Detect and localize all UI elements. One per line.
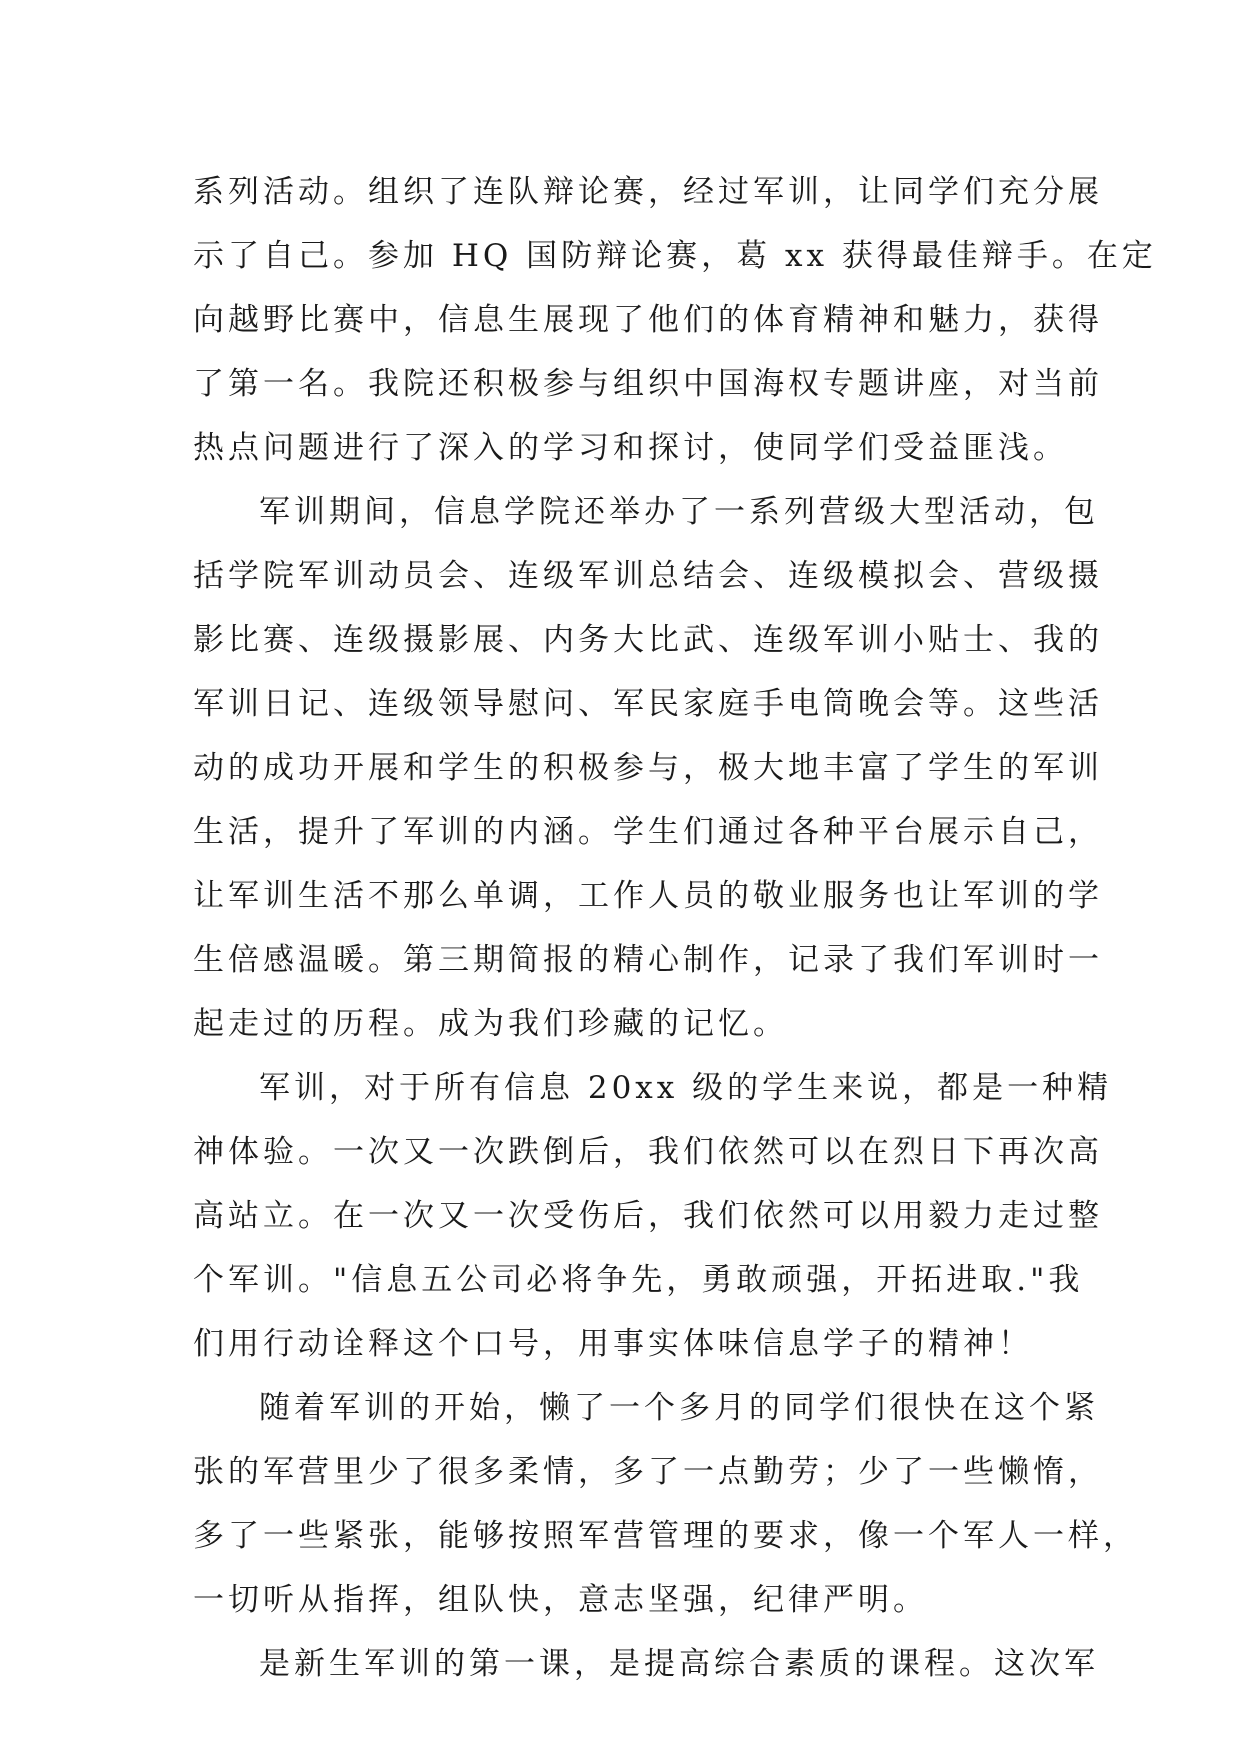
text-line: 向越野比赛中，信息生展现了他们的体育精神和魅力，获得 — [193, 302, 1103, 338]
text-line: 起走过的历程。成为我们珍藏的记忆。 — [193, 1006, 788, 1042]
text-line: 示了自己。参加 HQ 国防辩论赛，葛 xx 获得最佳辩手。在定 — [193, 238, 1157, 274]
text-line: 动的成功开展和学生的积极参与，极大地丰富了学生的军训 — [193, 750, 1103, 786]
text-line: 们用行动诠释这个口号，用事实体味信息学子的精神！ — [193, 1326, 1033, 1362]
paragraph-first-line: 军训期间，信息学院还举办了一系列营级大型活动，包 — [259, 494, 1099, 530]
text-line: 多了一些紧张，能够按照军营管理的要求，像一个军人一样， — [193, 1518, 1138, 1554]
text-line: 系列活动。组织了连队辩论赛，经过军训，让同学们充分展 — [193, 174, 1103, 210]
text-line: 让军训生活不那么单调，工作人员的敬业服务也让军训的学 — [193, 878, 1103, 914]
paragraph-first-line: 军训，对于所有信息 20xx 级的学生来说，都是一种精 — [259, 1070, 1113, 1106]
paragraph-first-line: 是新生军训的第一课，是提高综合素质的课程。这次军 — [259, 1646, 1099, 1682]
text-line: 生倍感温暖。第三期简报的精心制作，记录了我们军训时一 — [193, 942, 1103, 978]
text-line: 军训日记、连级领导慰问、军民家庭手电筒晚会等。这些活 — [193, 686, 1103, 722]
text-line: 影比赛、连级摄影展、内务大比武、连级军训小贴士、我的 — [193, 622, 1103, 658]
text-line: 神体验。一次又一次跌倒后，我们依然可以在烈日下再次高 — [193, 1134, 1103, 1170]
text-line: 括学院军训动员会、连级军训总结会、连级模拟会、营级摄 — [193, 558, 1103, 594]
document-body — [193, 160, 1157, 1696]
text-line: 了第一名。我院还积极参与组织中国海权专题讲座，对当前 — [193, 366, 1103, 402]
text-line: 张的军营里少了很多柔情，多了一点勤劳；少了一些懒惰， — [193, 1454, 1103, 1490]
text-line: 热点问题进行了深入的学习和探讨，使同学们受益匪浅。 — [193, 430, 1068, 466]
text-line: 生活，提升了军训的内涵。学生们通过各种平台展示自己， — [193, 814, 1103, 850]
text-line: 个军训。"信息五公司必将争先，勇敢顽强，开拓进取."我 — [193, 1262, 1084, 1298]
text-line: 高站立。在一次又一次受伤后，我们依然可以用毅力走过整 — [193, 1198, 1103, 1234]
paragraph-first-line: 随着军训的开始，懒了一个多月的同学们很快在这个紧 — [259, 1390, 1099, 1426]
text-line: 一切听从指挥，组队快，意志坚强，纪律严明。 — [193, 1582, 928, 1618]
